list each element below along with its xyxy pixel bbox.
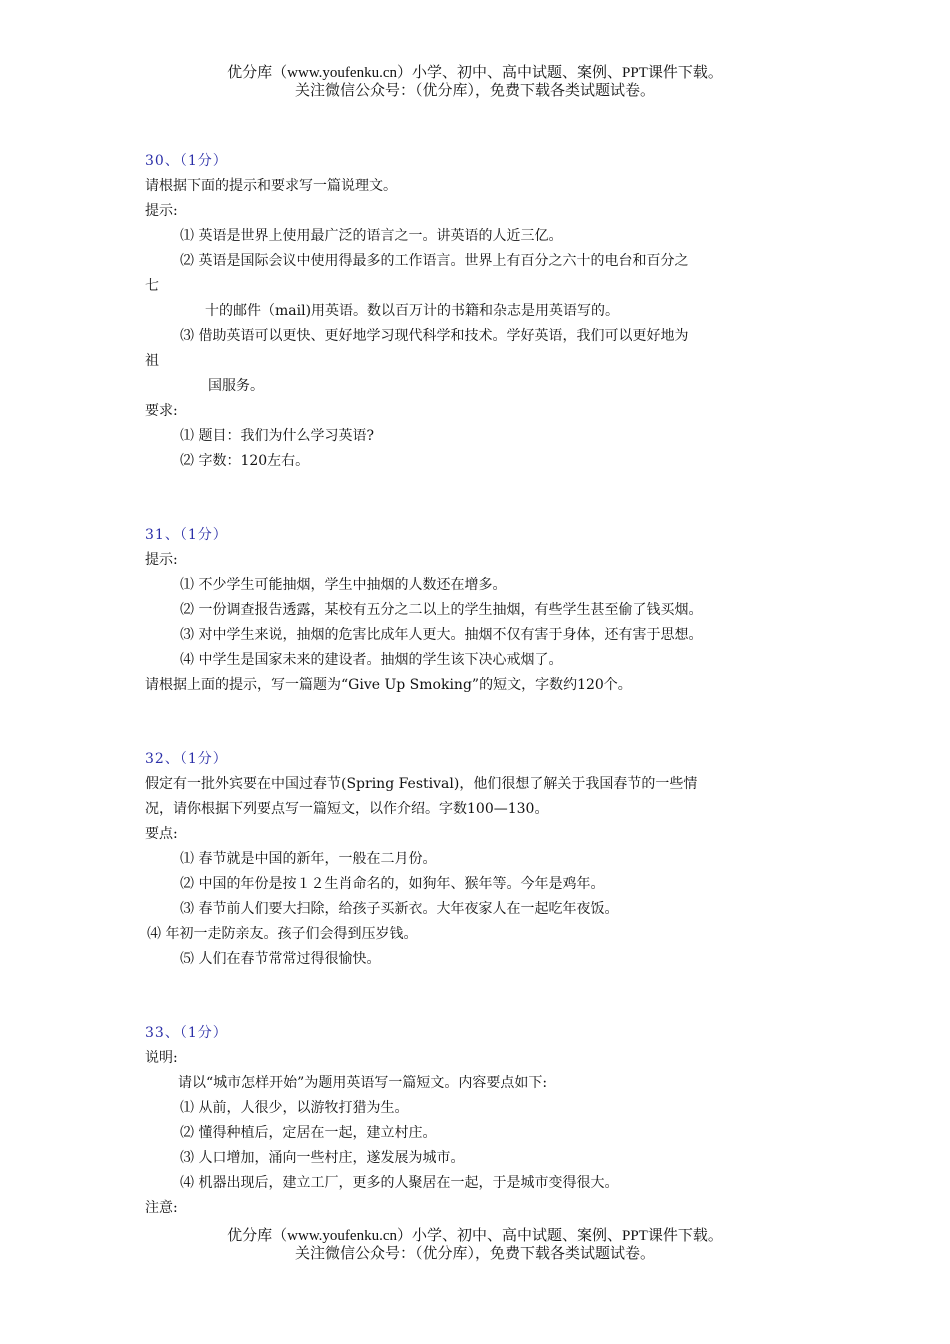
question-30-requirement-label: 要求:	[145, 403, 178, 419]
footer-line-2: 关注微信公众号：（优分库），免费下载各类试题试卷。	[294, 1246, 655, 1262]
question-30-hint-2b: 七	[145, 278, 159, 294]
question-32-point-4: ⑷ 年初一走防亲友。孩子们会得到压岁钱。	[147, 926, 418, 942]
question-31-hint-1: ⑴ 不少学生可能抽烟，学生中抽烟的人数还在增多。	[180, 577, 507, 593]
question-32-points-label: 要点:	[145, 826, 178, 842]
question-30-hint-2c: 十的邮件（mail)用英语。数以百万计的书籍和杂志是用英语写的。	[205, 303, 620, 319]
question-31-title: 31、（1分）	[145, 527, 228, 543]
question-31-task: 请根据上面的提示，写一篇题为“Give Up Smoking”的短文，字数约120个。	[145, 677, 632, 693]
question-31-hint-4: ⑷ 中学生是国家未来的建设者。抽烟的学生该下决心戒烟了。	[180, 652, 563, 668]
question-30-hint-2a: ⑵ 英语是国际会议中使用得最多的工作语言。世界上有百分之六十的电台和百分之	[180, 253, 689, 269]
question-33-point-4: ⑷ 机器出现后，建立工厂，更多的人聚居在一起，于是城市变得很大。	[180, 1175, 619, 1191]
question-33-title: 33、（1分）	[145, 1025, 228, 1041]
question-31-hint-2: ⑵ 一份调查报告透露，某校有五分之二以上的学生抽烟，有些学生甚至偷了钱买烟。	[180, 602, 703, 618]
question-30-hint-3a: ⑶ 借助英语可以更快、更好地学习现代科学和技术。学好英语，我们可以更好地为	[180, 328, 689, 344]
question-32-intro-2: 况，请你根据下列要点写一篇短文，以作介绍。字数100—130。	[145, 801, 549, 817]
question-33-note-label: 注意:	[145, 1200, 178, 1216]
question-32-point-3: ⑶ 春节前人们要大扫除，给孩子买新衣。大年夜家人在一起吃年夜饭。	[180, 901, 619, 917]
header-line-2: 关注微信公众号：（优分库），免费下载各类试题试卷。	[294, 83, 655, 99]
question-30-requirement-2: ⑵ 字数：120左右。	[180, 453, 310, 469]
question-30-hint-1: ⑴ 英语是世界上使用最广泛的语言之一。讲英语的人近三亿。	[180, 228, 563, 244]
question-30-hint-label: 提示:	[145, 203, 178, 219]
question-31-hint-label: 提示:	[145, 552, 178, 568]
question-30-intro: 请根据下面的提示和要求写一篇说理文。	[145, 178, 397, 194]
footer-line-1: 优分库（www.youfenku.cn）小学、初中、高中试题、案例、PPT课件下载。	[227, 1228, 723, 1244]
question-33-point-1: ⑴ 从前，人很少，以游牧打猎为生。	[180, 1100, 409, 1116]
question-32-title: 32、（1分）	[145, 751, 228, 767]
question-30-requirement-1: ⑴ 题目：我们为什么学习英语?	[180, 428, 374, 444]
question-33-point-2: ⑵ 懂得种植后，定居在一起，建立村庄。	[180, 1125, 437, 1141]
question-32-intro-1: 假定有一批外宾要在中国过春节(Spring Festival)，他们很想了解关于我国春节的一些情	[145, 776, 698, 792]
question-31-hint-3: ⑶ 对中学生来说，抽烟的危害比成年人更大。抽烟不仅有害于身体，还有害于思想。	[180, 627, 703, 643]
page-header	[0, 64, 950, 100]
question-30-hint-3b: 祖	[145, 353, 159, 369]
question-32-point-1: ⑴ 春节就是中国的新年，一般在二月份。	[180, 851, 437, 867]
question-33-point-3: ⑶ 人口增加，涌向一些村庄，遂发展为城市。	[180, 1150, 465, 1166]
question-33-label: 说明:	[145, 1050, 178, 1066]
header-line-1: 优分库（www.youfenku.cn）小学、初中、高中试题、案例、PPT课件下载。	[227, 65, 723, 81]
question-32-point-2: ⑵ 中国的年份是按１２生肖命名的，如狗年、猴年等。今年是鸡年。	[180, 876, 605, 892]
question-30-title: 30、（1分）	[145, 153, 228, 169]
question-30-hint-3c: 国服务。	[208, 378, 264, 394]
question-32-point-5: ⑸ 人们在春节常常过得很愉快。	[180, 951, 381, 967]
question-33-intro: 请以“城市怎样开始”为题用英语写一篇短文。内容要点如下:	[178, 1075, 548, 1091]
page-footer	[0, 1227, 950, 1263]
